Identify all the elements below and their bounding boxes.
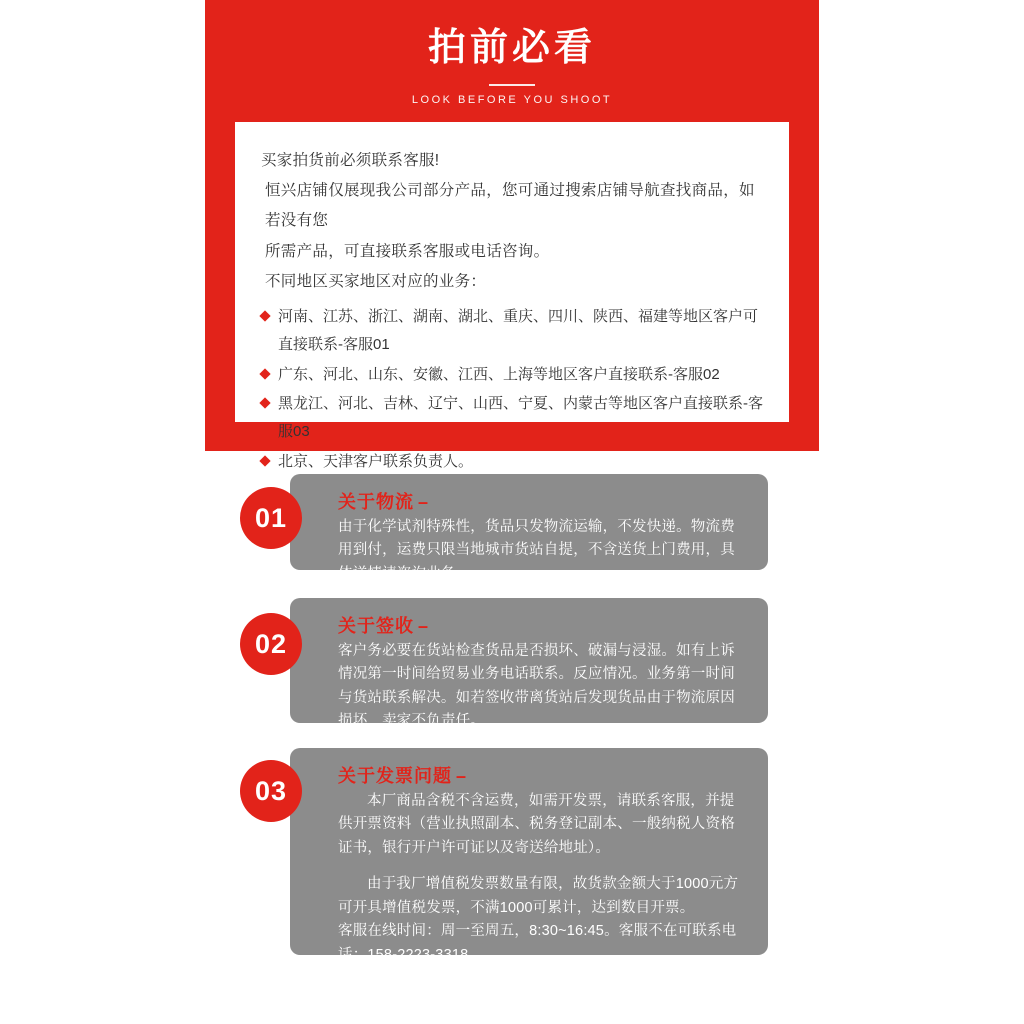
list-item bbox=[261, 303, 763, 359]
list-item bbox=[261, 390, 763, 446]
list-item bbox=[261, 448, 763, 476]
title-dash: – bbox=[418, 492, 430, 512]
notice-line-3: 所需产品，可直接联系客服或电话咨询。 bbox=[265, 242, 550, 260]
page-title: 拍前必看 bbox=[427, 27, 596, 69]
paragraph: 本厂商品含税不含运费，如需开发票，请联系客服，并提供开票资料（营业执照副本、税务登记副本、一般纳税人资格证书，银行开户许可证以及寄送给地址）。 bbox=[338, 793, 735, 856]
title-dash: – bbox=[456, 766, 468, 786]
diamond-bullet-icon bbox=[259, 455, 270, 466]
list-item-label: 北京、天津客户联系负责人。 bbox=[278, 452, 474, 470]
diamond-bullet-icon bbox=[259, 368, 270, 379]
paragraph: 由于我厂增值税发票数量有限，故货款金额大于1000元方可开具增值税发票，不满1000可累计，达到数目开票。 bbox=[338, 876, 739, 916]
title-dash: – bbox=[418, 616, 430, 636]
info-block-title-text: 关于签收 bbox=[338, 616, 414, 636]
notice-line-1: 买家拍货前必须联系客服! bbox=[261, 152, 440, 169]
paragraph: 由于化学试剂特殊性，货品只发物流运输，不发快递。物流费用到付，运费只限当地城市货站自提，不含送货上门费用，具体详情请咨询业务。 bbox=[338, 519, 735, 582]
region-contact-list bbox=[261, 303, 763, 476]
list-item-label: 黑龙江、河北、吉林、辽宁、山西、宁夏、内蒙古等地区客户直接联系-客服03 bbox=[278, 395, 763, 441]
info-block-invoice bbox=[290, 748, 768, 1010]
diamond-bullet-icon bbox=[259, 310, 270, 321]
step-badge-03: 03 bbox=[240, 760, 302, 822]
list-item bbox=[261, 361, 763, 389]
title-divider bbox=[489, 84, 535, 86]
notice-line-4: 不同地区买家地区对应的业务： bbox=[265, 272, 487, 290]
page-subtitle: LOOK BEFORE YOU SHOOT bbox=[411, 93, 613, 106]
paragraph: 客户务必要在货站检查货品是否损坏、破漏与浸湿。如有上诉情况第一时间给贸易业务电话联系。反应情况。业务第一时间与货站联系解决。如若签收带离货站后发现货品由于物流原因损坏，卖家不负责任。 bbox=[338, 643, 735, 730]
info-block-title bbox=[338, 612, 746, 638]
step-badge-01: 01 bbox=[240, 487, 302, 549]
diamond-bullet-icon bbox=[259, 398, 270, 409]
info-block-title-text: 关于发票问题 bbox=[338, 766, 452, 786]
info-block-title bbox=[338, 488, 746, 514]
notice-card bbox=[235, 122, 789, 470]
info-block-title bbox=[338, 762, 746, 788]
hero-banner bbox=[205, 0, 819, 470]
info-block-logistics bbox=[290, 474, 768, 582]
info-block-body bbox=[338, 640, 746, 734]
step-badge-02: 02 bbox=[240, 613, 302, 675]
info-block-body bbox=[338, 790, 746, 1014]
notice-line-2: 恒兴店铺仅展现我公司部分产品，您可通过搜索店铺导航查找商品，如若没有您 bbox=[265, 182, 755, 230]
paragraph: 客服在线时间：周一至周五，8:30~16:45。客服不在可联系电话：158-2223-3318 bbox=[338, 923, 737, 963]
list-item-label: 河南、江苏、浙江、湖南、湖北、重庆、四川、陕西、福建等地区客户可直接联系-客服01 bbox=[278, 308, 759, 353]
info-block-body bbox=[338, 516, 746, 586]
info-block-receipt bbox=[290, 598, 768, 730]
list-item-label: 广东、河北、山东、安徽、江西、上海等地区客户直接联系-客服02 bbox=[278, 365, 720, 383]
paragraph: 说明：本站所有货物均为含税不含运费价格，如需开票请联系客服。 bbox=[338, 970, 735, 1010]
info-block-title-text: 关于物流 bbox=[338, 492, 414, 512]
